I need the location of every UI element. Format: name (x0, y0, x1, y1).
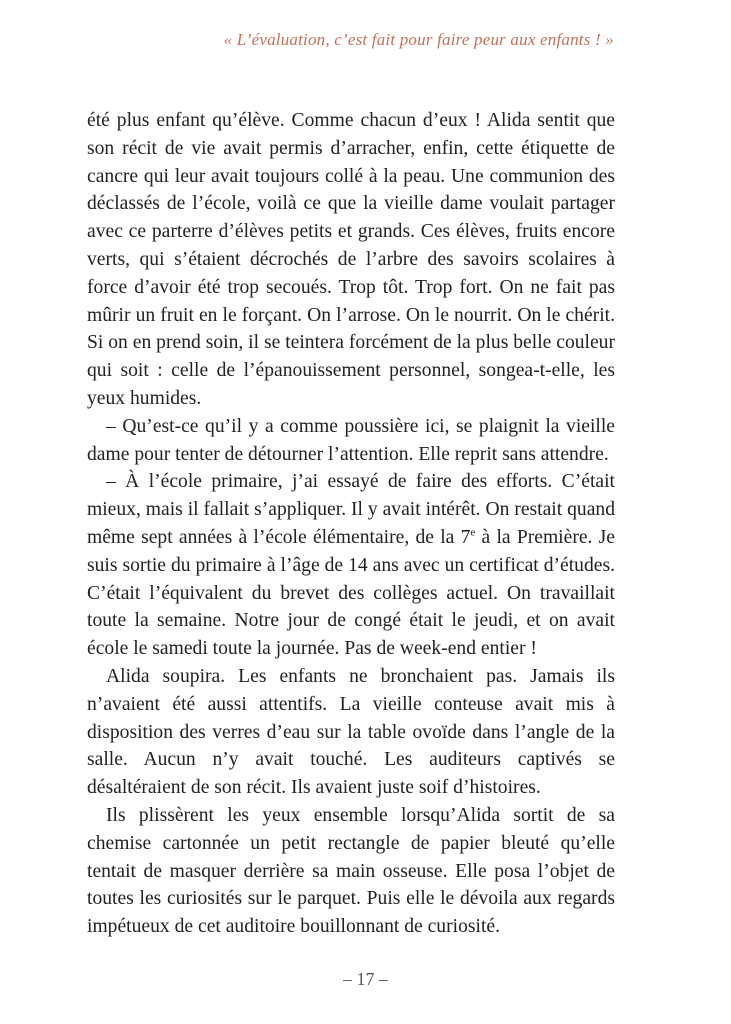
ordinal-superscript: e (470, 526, 476, 539)
paragraph-3-part-1: – À l’école primaire, j’ai essayé de faire des efforts. C’était mieux, mais il fallait s’appliquer. Il y avait intérêt. On restait quand même sept années à l’école élémentaire, de la 7 (87, 471, 615, 548)
running-header: « L’évaluation, c’est fait pour faire peur aux enfants ! » (223, 30, 614, 49)
page-number: – 17 – (343, 969, 388, 989)
paragraph-4: Alida soupira. Les enfants ne bronchaient pas. Jamais ils n’avaient été aussi attentifs. La vieille conteuse avait mis à disposition des verres d’eau sur la table ovoïde dans l’angle de la salle. Aucun n’y avait touché. Les auditeurs captivés se désaltéraient de son récit. Ils avaient juste soif d’histoires. (87, 665, 615, 799)
page-body (87, 107, 615, 941)
paragraph-3 (87, 468, 615, 663)
paragraph-3-part-2: à la Première. Je suis sortie du primaire à l’âge de 14 ans avec un certificat d’études. C’était l’équivalent du brevet des collèges actuel. On travaillait toute la semaine. Notre jour de congé était le jeudi, et on avait école le samedi toute la journée. Pas de week-end entier ! (87, 526, 616, 660)
paragraph-5: Ils plissèrent les yeux ensemble lorsqu’Alida sortit de sa chemise cartonnée un petit rectangle de papier bleuté qu’elle tentait de masquer derrière sa main osseuse. Elle posa l’objet de toutes les curiosités sur le parquet. Puis elle le dévoila aux regards impétueux de cet auditoire bouillonnant de curiosité. (87, 804, 615, 938)
paragraph-2: – Qu’est-ce qu’il y a comme poussière ici, se plaignit la vieille dame pour tenter de détourner l’attention. Elle reprit sans attendre. (87, 415, 615, 465)
paragraph-1: été plus enfant qu’élève. Comme chacun d’eux ! Alida sentit que son récit de vie avait permis d’arracher, enfin, cette étiquette de cancre qui leur avait toujours collé à la peau. Une communion des déclassés de l’école, voilà ce que la vieille dame voulait partager avec ce parterre d’élèves petits et grands. Ces élèves, fruits encore verts, qui s’étaient décrochés de l’arbre des savoirs scolaires à force d’avoir été trop secoués. Trop tôt. Trop fort. On ne fait pas mûrir un fruit en le forçant. On l’arrose. On le nourrit. On le chérit. Si on en prend soin, il se teintera forcément de la plus belle couleur qui soit : celle de l’épanouissement personnel, songea-t-elle, les yeux humides. (87, 110, 615, 409)
